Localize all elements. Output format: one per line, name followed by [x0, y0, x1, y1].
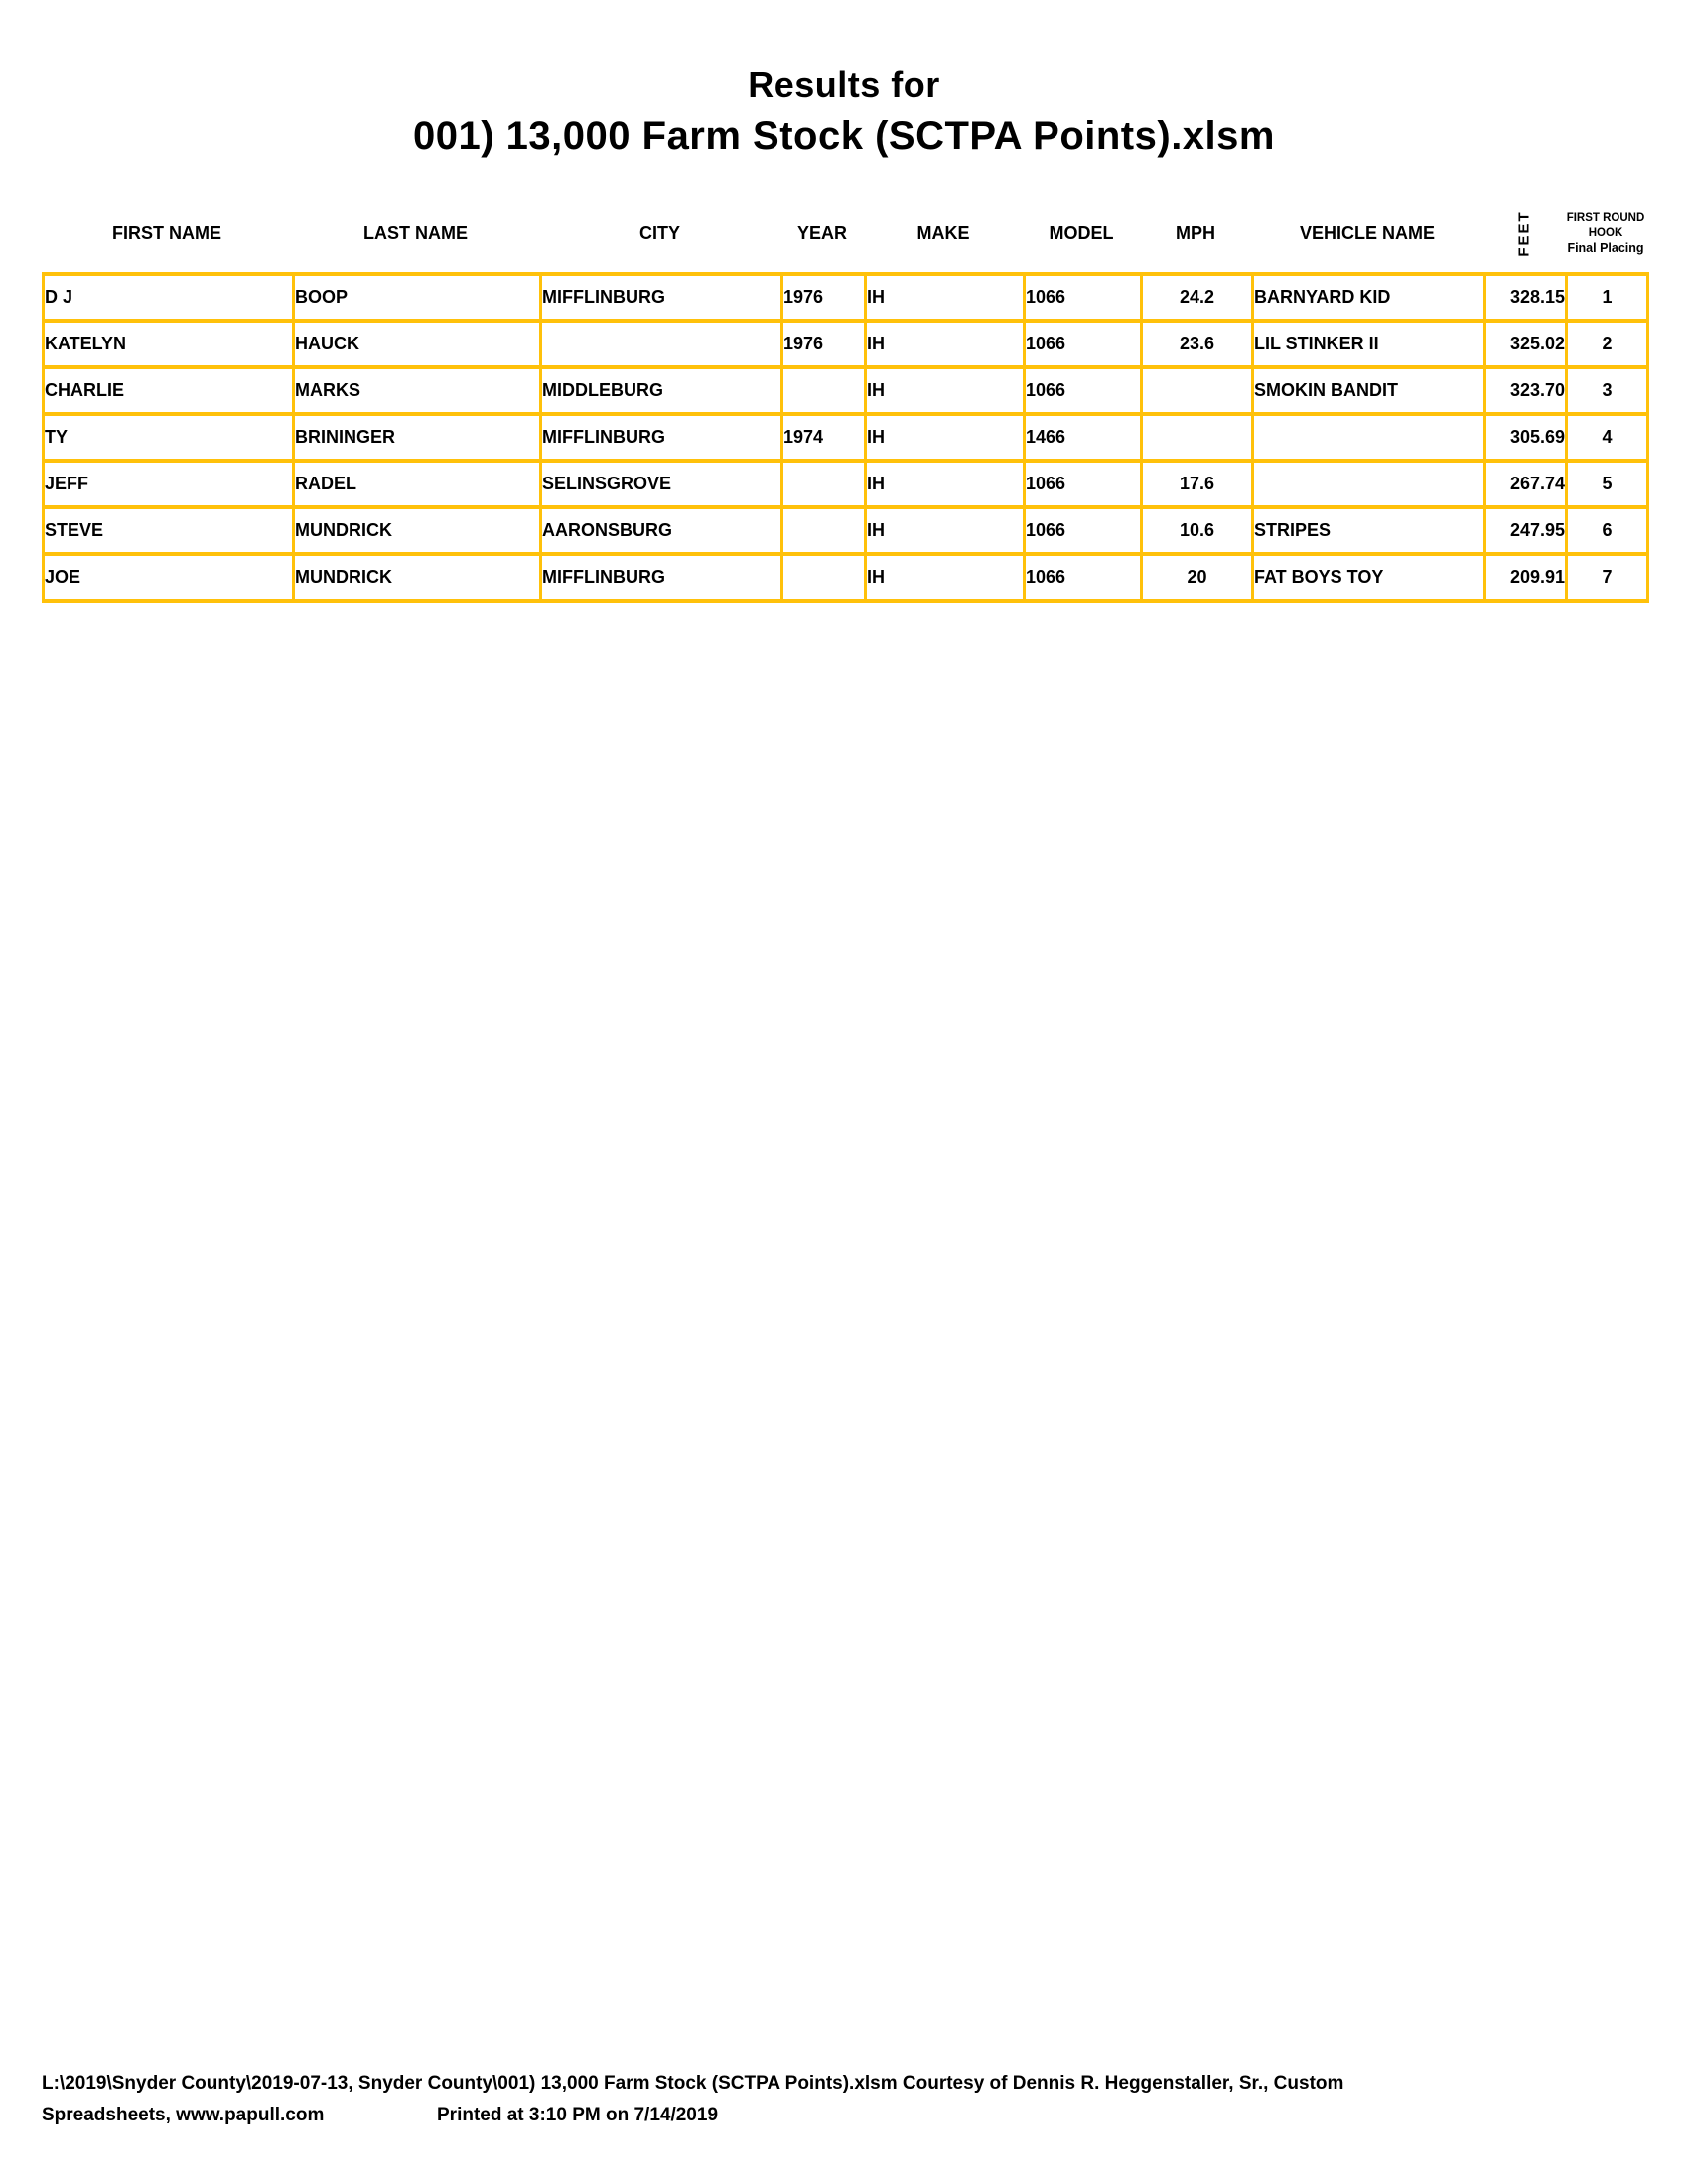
cell-feet: 325.02 — [1486, 323, 1568, 369]
cell-last-name: HAUCK — [295, 323, 542, 369]
table-row — [45, 369, 1649, 416]
cell-model: 1066 — [1026, 369, 1143, 416]
cell-first-name: JOE — [45, 556, 295, 603]
cell-make: IH — [867, 416, 1026, 463]
cell-last-name: BRININGER — [295, 416, 542, 463]
cell-model: 1066 — [1026, 463, 1143, 509]
cell-model: 1066 — [1026, 276, 1143, 323]
column-header-make: MAKE — [916, 222, 970, 243]
cell-vehicle-name: SMOKIN BANDIT — [1254, 369, 1486, 416]
cell-vehicle-name: STRIPES — [1254, 509, 1486, 556]
cell-vehicle-name — [1254, 416, 1486, 463]
cell-final-placing: 4 — [1568, 416, 1649, 463]
footer-credit: Spreadsheets, www.papull.com — [42, 2105, 325, 2125]
cell-last-name: RADEL — [295, 463, 542, 509]
cell-feet: 323.70 — [1486, 369, 1568, 416]
hook-header-line3: Final Placing — [1567, 240, 1644, 255]
cell-year — [783, 509, 867, 556]
cell-first-name: KATELYN — [45, 323, 295, 369]
cell-mph: 20 — [1143, 556, 1254, 603]
file-title: 001) 13,000 Farm Stock (SCTPA Points).xlsm — [413, 114, 1275, 158]
table-row — [45, 416, 1649, 463]
cell-first-name: TY — [45, 416, 295, 463]
column-header-first-name: FIRST NAME — [112, 222, 221, 243]
cell-year — [783, 369, 867, 416]
column-header-first-round-hook — [1565, 197, 1646, 270]
cell-year — [783, 556, 867, 603]
cell-city: MIDDLEBURG — [542, 369, 783, 416]
column-header-model: MODEL — [1049, 222, 1114, 243]
column-header-mph: MPH — [1176, 222, 1215, 243]
cell-last-name: MUNDRICK — [295, 509, 542, 556]
cell-year: 1976 — [783, 276, 867, 323]
cell-city: AARONSBURG — [542, 509, 783, 556]
column-header-year: YEAR — [796, 222, 847, 243]
cell-vehicle-name: FAT BOYS TOY — [1254, 556, 1486, 603]
cell-last-name: BOOP — [295, 276, 542, 323]
table-row — [45, 323, 1649, 369]
cell-final-placing: 5 — [1568, 463, 1649, 509]
cell-mph: 17.6 — [1143, 463, 1254, 509]
cell-make: IH — [867, 509, 1026, 556]
footer-file-path: L:\2019\Snyder County\2019-07-13, Snyder County\001) 13,000 Farm Stock (SCTPA Points).xlsm Courtesy of Dennis R. Heggenstaller, Sr., Custom — [42, 2073, 1344, 2094]
cell-mph: 23.6 — [1143, 323, 1254, 369]
cell-vehicle-name — [1254, 463, 1486, 509]
cell-last-name: MUNDRICK — [295, 556, 542, 603]
cell-feet: 209.91 — [1486, 556, 1568, 603]
cell-feet: 267.74 — [1486, 463, 1568, 509]
cell-city: MIFFLINBURG — [542, 556, 783, 603]
cell-final-placing: 3 — [1568, 369, 1649, 416]
cell-final-placing: 2 — [1568, 323, 1649, 369]
cell-city: MIFFLINBURG — [542, 416, 783, 463]
footer-printed-timestamp: Printed at 3:10 PM on 7/14/2019 — [437, 2105, 719, 2125]
cell-year: 1974 — [783, 416, 867, 463]
cell-mph — [1143, 369, 1254, 416]
cell-first-name: D J — [45, 276, 295, 323]
cell-feet: 328.15 — [1486, 276, 1568, 323]
column-header-vehicle-name: VEHICLE NAME — [1299, 222, 1435, 243]
cell-model: 1066 — [1026, 509, 1143, 556]
cell-make: IH — [867, 323, 1026, 369]
cell-feet: 305.69 — [1486, 416, 1568, 463]
table-header-row — [42, 197, 1646, 270]
cell-year: 1976 — [783, 323, 867, 369]
cell-model: 1466 — [1026, 416, 1143, 463]
page-title: Results for — [748, 65, 940, 105]
cell-model: 1066 — [1026, 323, 1143, 369]
hook-header-line1: FIRST ROUND — [1566, 211, 1645, 224]
page-footer — [42, 2068, 1650, 2131]
table-row — [45, 556, 1649, 603]
cell-first-name: STEVE — [45, 509, 295, 556]
footer-line2 — [42, 2100, 1650, 2131]
feet-rotated-label: FEET — [1515, 209, 1533, 257]
column-header-feet — [1483, 197, 1565, 270]
cell-city — [542, 323, 783, 369]
column-header-last-name: LAST NAME — [363, 222, 468, 243]
cell-final-placing: 1 — [1568, 276, 1649, 323]
cell-first-name: JEFF — [45, 463, 295, 509]
cell-city: MIFFLINBURG — [542, 276, 783, 323]
cell-make: IH — [867, 369, 1026, 416]
cell-year — [783, 463, 867, 509]
cell-city: SELINSGROVE — [542, 463, 783, 509]
hook-header-line2: HOOK — [1588, 226, 1623, 239]
cell-final-placing: 7 — [1568, 556, 1649, 603]
cell-last-name: MARKS — [295, 369, 542, 416]
cell-model: 1066 — [1026, 556, 1143, 603]
cell-final-placing: 6 — [1568, 509, 1649, 556]
cell-make: IH — [867, 463, 1026, 509]
cell-make: IH — [867, 556, 1026, 603]
cell-mph: 24.2 — [1143, 276, 1254, 323]
cell-make: IH — [867, 276, 1026, 323]
cell-mph: 10.6 — [1143, 509, 1254, 556]
cell-vehicle-name: BARNYARD KID — [1254, 276, 1486, 323]
table-row — [45, 276, 1649, 323]
column-header-city: CITY — [638, 222, 680, 243]
cell-mph — [1143, 416, 1254, 463]
cell-first-name: CHARLIE — [45, 369, 295, 416]
cell-feet: 247.95 — [1486, 509, 1568, 556]
table-row — [45, 509, 1649, 556]
table-row — [45, 463, 1649, 509]
cell-vehicle-name: LIL STINKER II — [1254, 323, 1486, 369]
results-table — [42, 272, 1649, 603]
